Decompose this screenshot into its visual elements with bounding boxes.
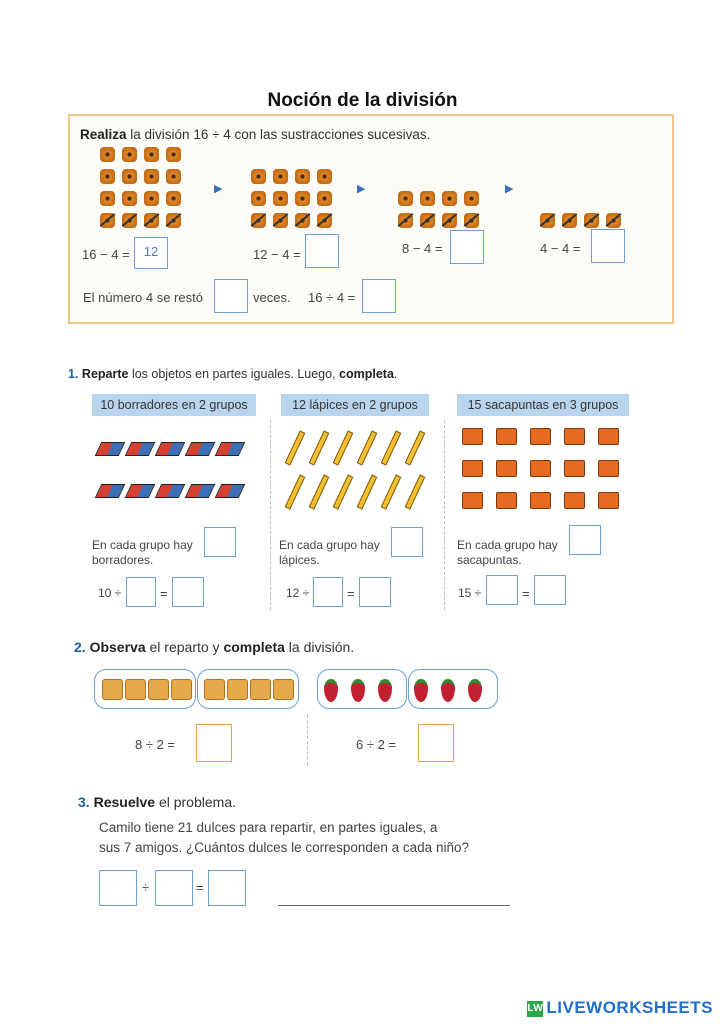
pencil-icon (405, 430, 426, 465)
logo-text: LIVEWORKSHEETS (546, 998, 713, 1017)
answer-line[interactable] (278, 905, 510, 906)
cross-mark-icon (295, 213, 311, 227)
division-text: 10 ÷ (98, 586, 122, 600)
eraser-icon (95, 442, 126, 456)
cross-mark-icon (398, 213, 414, 227)
sharpener-icon (564, 428, 585, 445)
donut-icon (166, 147, 181, 162)
pencil-icon (405, 474, 426, 509)
q3-number: 3. (78, 794, 90, 810)
cracker-icon (227, 679, 248, 700)
answer-box[interactable] (313, 577, 343, 607)
donut-icon (144, 169, 159, 184)
intro-text: la división 16 ÷ 4 con las sustracciones sucesivas. (126, 127, 431, 142)
sharpener-icon (530, 492, 551, 509)
q1-number: 1. (68, 367, 79, 381)
equation-text: 16 − 4 = (82, 247, 130, 262)
divider (270, 420, 271, 610)
problem-text: sus 7 amigos. ¿Cuántos dulces le corresponden a cada niño? (99, 840, 469, 855)
cross-mark-icon (273, 213, 289, 227)
q1-instruction (68, 367, 397, 381)
pencil-icon (285, 474, 306, 509)
answer-box[interactable] (569, 525, 601, 555)
eraser-icon (125, 442, 156, 456)
answer-box[interactable] (172, 577, 204, 607)
answer-box[interactable] (591, 229, 625, 263)
equation-text: 8 − 4 = (402, 241, 443, 256)
donut-icon (166, 191, 181, 206)
answer-box[interactable] (126, 577, 156, 607)
answer-box[interactable] (450, 230, 484, 264)
q2-instruction (74, 639, 354, 655)
equation-text: 12 − 4 = (253, 247, 301, 262)
sharpener-icon (496, 492, 517, 509)
pencil-icon (309, 430, 330, 465)
donut-icon (295, 191, 310, 206)
cross-mark-icon (166, 213, 182, 227)
answer-box[interactable] (418, 724, 454, 762)
sharpener-icon (496, 460, 517, 477)
q3-verb: Resuelve (93, 794, 156, 810)
answer-box[interactable] (204, 527, 236, 557)
donut-icon (584, 213, 599, 228)
donut-icon (317, 213, 332, 228)
sharpener-icon (496, 428, 517, 445)
pencil-icon (309, 474, 330, 509)
quotient-answer-box[interactable] (362, 279, 396, 313)
divider (444, 420, 445, 610)
logo-mark: LW (527, 1001, 543, 1017)
donut-icon (100, 169, 115, 184)
pencil-icon (285, 430, 306, 465)
division-sign: ÷ (142, 880, 150, 895)
q2-number: 2. (74, 639, 86, 655)
cracker-icon (148, 679, 169, 700)
pencil-icon (357, 430, 378, 465)
sharpener-icon (462, 460, 483, 477)
cracker-icon (125, 679, 146, 700)
divider (307, 715, 308, 765)
donut-icon (144, 147, 159, 162)
pencil-icon (357, 474, 378, 509)
q1-verb2: completa (339, 367, 394, 381)
cross-mark-icon (584, 213, 600, 227)
donut-icon (562, 213, 577, 228)
donut-icon (144, 191, 159, 206)
answer-box[interactable] (155, 870, 193, 906)
donut-icon (273, 213, 288, 228)
q1-text: los objetos en partes iguales. Luego, (128, 367, 340, 381)
donut-icon (100, 191, 115, 206)
summary-text: El número 4 se restó (83, 290, 203, 305)
eraser-icon (185, 484, 216, 498)
q3-text: el problema. (155, 794, 236, 810)
pencil-icon (333, 474, 354, 509)
arrow-icon: ▶ (505, 183, 514, 195)
answer-box[interactable] (534, 575, 566, 605)
q2-text-end: la división. (284, 639, 355, 655)
donut-icon (464, 213, 479, 228)
arrow-icon: ▶ (214, 183, 223, 195)
panel-header: 15 sacapuntas en 3 grupos (457, 394, 629, 416)
eraser-icon (95, 484, 126, 498)
cross-mark-icon (606, 213, 622, 227)
answer-box[interactable] (486, 575, 518, 605)
equals-sign: = (522, 586, 530, 601)
cross-mark-icon (100, 213, 116, 227)
donut-icon (144, 213, 159, 228)
cracker-icon (171, 679, 192, 700)
sharpener-icon (598, 428, 619, 445)
answer-box[interactable] (196, 724, 232, 762)
equals-sign: = (160, 586, 168, 601)
equals-sign: = (196, 880, 204, 895)
donut-icon (122, 191, 137, 206)
q3-instruction (78, 794, 236, 810)
eraser-icon (155, 442, 186, 456)
cracker-icon (204, 679, 225, 700)
cracker-icon (273, 679, 294, 700)
division-text: 16 ÷ 4 = (308, 290, 356, 305)
panel-text: borradores. (92, 553, 154, 567)
donut-icon (273, 169, 288, 184)
donut-icon (464, 191, 479, 206)
equals-sign: = (347, 586, 355, 601)
times-answer-box[interactable] (214, 279, 248, 313)
answer-box[interactable] (359, 577, 391, 607)
donut-icon (295, 213, 310, 228)
donut-icon (398, 213, 413, 228)
sharpener-icon (530, 428, 551, 445)
summary-text: veces. (253, 290, 291, 305)
donut-icon (420, 191, 435, 206)
problem-text: Camilo tiene 21 dulces para repartir, en partes iguales, a (99, 820, 438, 835)
page-title: Noción de la división (267, 90, 458, 111)
donut-icon (122, 169, 137, 184)
q1-verb: Reparte (81, 367, 129, 381)
cross-mark-icon (442, 213, 458, 227)
donut-icon (166, 213, 181, 228)
q2-verb2: completa (223, 639, 285, 655)
answer-box[interactable] (305, 234, 339, 268)
panel-header: 10 borradores en 2 grupos (92, 394, 256, 416)
division-text: 12 ÷ (286, 586, 310, 600)
intro-instruction (80, 127, 430, 142)
equation-text: 4 − 4 = (540, 241, 581, 256)
q2-verb: Observa (89, 639, 146, 655)
eraser-icon (155, 484, 186, 498)
cross-mark-icon (540, 213, 556, 227)
donut-icon (420, 213, 435, 228)
sharpener-icon (564, 460, 585, 477)
cross-mark-icon (144, 213, 160, 227)
division-text: 15 ÷ (458, 586, 482, 600)
pencil-icon (333, 430, 354, 465)
donut-icon (251, 213, 266, 228)
division-text: 6 ÷ 2 = (356, 737, 397, 752)
division-text: 8 ÷ 2 = (135, 737, 176, 752)
answer-box[interactable]: 12 (134, 237, 168, 269)
donut-icon (122, 213, 137, 228)
donut-icon (166, 169, 181, 184)
pencil-icon (381, 430, 402, 465)
donut-icon (442, 191, 457, 206)
donut-icon (251, 191, 266, 206)
cross-mark-icon (562, 213, 578, 227)
sharpener-icon (598, 460, 619, 477)
eraser-icon (185, 442, 216, 456)
cross-mark-icon (317, 213, 333, 227)
panel-text: lápices. (279, 553, 320, 567)
arrow-icon: ▶ (357, 183, 366, 195)
donut-icon (398, 191, 413, 206)
q1-text-end: . (393, 367, 398, 381)
answer-box[interactable] (208, 870, 246, 906)
eraser-icon (215, 442, 246, 456)
sharpener-icon (462, 492, 483, 509)
donut-icon (540, 213, 555, 228)
panel-header: 12 lápices en 2 grupos (281, 394, 429, 416)
donut-icon (317, 191, 332, 206)
donut-icon (251, 169, 266, 184)
sharpener-icon (564, 492, 585, 509)
donut-icon (295, 169, 310, 184)
cross-mark-icon (251, 213, 267, 227)
liveworksheets-logo (527, 998, 713, 1018)
panel-text: En cada grupo hay (279, 538, 380, 552)
answer-box[interactable] (99, 870, 137, 906)
donut-icon (317, 169, 332, 184)
cracker-icon (102, 679, 123, 700)
donut-icon (273, 191, 288, 206)
panel-text: En cada grupo hay (92, 538, 193, 552)
sharpener-icon (462, 428, 483, 445)
answer-box[interactable] (391, 527, 423, 557)
donut-icon (100, 147, 115, 162)
q2-text: el reparto y (145, 639, 224, 655)
eraser-icon (125, 484, 156, 498)
cracker-icon (250, 679, 271, 700)
cross-mark-icon (122, 213, 138, 227)
sharpener-icon (598, 492, 619, 509)
donut-icon (122, 147, 137, 162)
sharpener-icon (530, 460, 551, 477)
panel-text: En cada grupo hay (457, 538, 558, 552)
intro-verb: Realiza (80, 127, 127, 142)
pencil-icon (381, 474, 402, 509)
panel-text: sacapuntas. (457, 553, 522, 567)
donut-icon (442, 213, 457, 228)
donut-icon (100, 213, 115, 228)
cross-mark-icon (464, 213, 480, 227)
eraser-icon (215, 484, 246, 498)
cross-mark-icon (420, 213, 436, 227)
donut-icon (606, 213, 621, 228)
